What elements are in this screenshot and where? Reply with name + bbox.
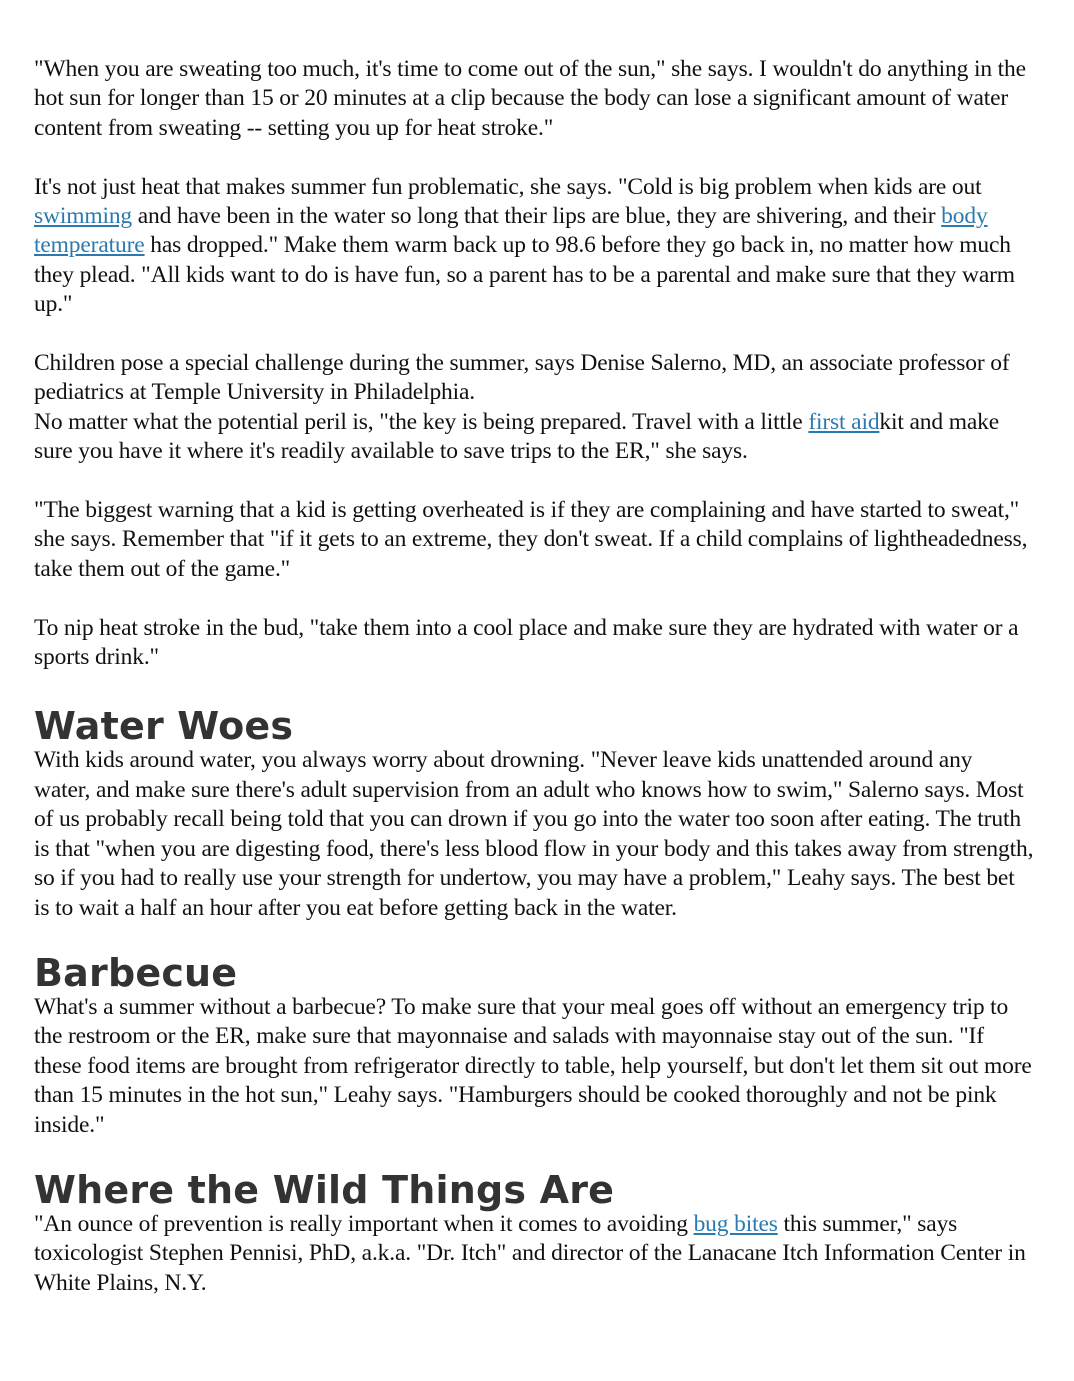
paragraph-water-woes: With kids around water, you always worry about drowning. "Never leave kids unattended around any water, and make sure there's adult supervision from an adult who knows how to swim," Salerno says. Most of us probably recall being told that you can drown if you go into the water too soon after eating. The truth is that "when you are digesting food, there's less blood flow in your body and this takes away from strength, so if you had to really use your strength for undertow, you may have a problem," Leahy says. The best bet is to wait a half an hour after you eat before getting back in the water. <box>34 747 1034 921</box>
paragraph-text: It's not just heat that makes summer fun problematic, she says. "Cold is big problem when kids are out <box>34 173 982 200</box>
heading-barbecue: Barbecue <box>34 950 238 995</box>
section-spacer <box>34 923 1034 953</box>
body-temperature-link[interactable]: body temperature <box>34 203 988 259</box>
article-body <box>34 55 1034 1298</box>
paragraph-barbecue: What's a summer without a barbecue? To make sure that your meal goes off without an emergency trip to the restroom or the ER, make sure that mayonnaise and salads with mayonnaise stay out of the sun. "If these food items are brought from refrigerator directly to table, help yourself, but don't let them sit out more than 15 minutes in the hot sun," Leahy says. "Hamburgers should be cooked thoroughly and not be pink inside." <box>34 993 1032 1138</box>
paragraph-spacer <box>34 584 1034 613</box>
paragraph-children-challenge: Children pose a special challenge during the summer, says Denise Salerno, MD, an associate professor of pediatrics at Temple University in Philadelphia. <box>34 350 1010 406</box>
paragraph-text: "An ounce of prevention is really important when it comes to avoiding <box>34 1210 694 1237</box>
paragraph-text: No matter what the potential peril is, "the key is being prepared. Travel with a little <box>34 408 809 435</box>
paragraph-spacer <box>34 143 1034 172</box>
paragraph-text: and have been in the water so long that their lips are blue, they are shivering, and their <box>132 203 942 230</box>
first-aid-link[interactable]: first aid <box>808 408 880 435</box>
paragraph-wild-things <box>34 1210 1034 1298</box>
paragraph-spacer <box>34 467 1034 496</box>
bug-bites-link[interactable]: bug bites <box>693 1210 778 1237</box>
paragraph-spacer <box>34 320 1034 349</box>
paragraph-heat-stroke: To nip heat stroke in the bud, "take them into a cool place and make sure they are hydrated with water or a sports drink." <box>34 614 1019 671</box>
section-spacer <box>34 1140 1034 1170</box>
heading-water-woes: Water Woes <box>34 704 294 749</box>
swimming-link[interactable]: swimming <box>34 203 133 230</box>
paragraph-overheated-warning: "The biggest warning that a kid is getting overheated is if they are complaining and have started to sweat," she says. Remember that "if it gets to an extreme, they don't sweat. If a child complains of lightheadedness, take them out of the game." <box>34 497 1028 582</box>
paragraph-text: has dropped." Make them warm back up to 98.6 before they go back in, no matter how much they plead. "All kids want to do is have fun, so a parent has to be a parental and make sure that they warm up." <box>34 232 1015 318</box>
paragraph-text: this summer," says toxicologist Stephen Pennisi, PhD, a.k.a. "Dr. Itch" and director of the Lanacane Itch Information Center in White Plains, N.Y. <box>34 1210 1026 1296</box>
heading-wild-things: Where the Wild Things Are <box>34 1167 615 1212</box>
paragraph-text: kit and make sure you have it where it's readily available to save trips to the ER," she says. <box>34 408 1000 465</box>
paragraph-sweating: "When you are sweating too much, it's time to come out of the sun," she says. I wouldn't do anything in the hot sun for longer than 15 or 20 minutes at a clip because the body can lose a significant amount of water content from sweating -- setting you up for heat stroke." <box>34 56 1026 141</box>
paragraph-prepared <box>34 408 1034 467</box>
paragraph-cold <box>34 173 1034 320</box>
section-spacer <box>34 672 1034 706</box>
